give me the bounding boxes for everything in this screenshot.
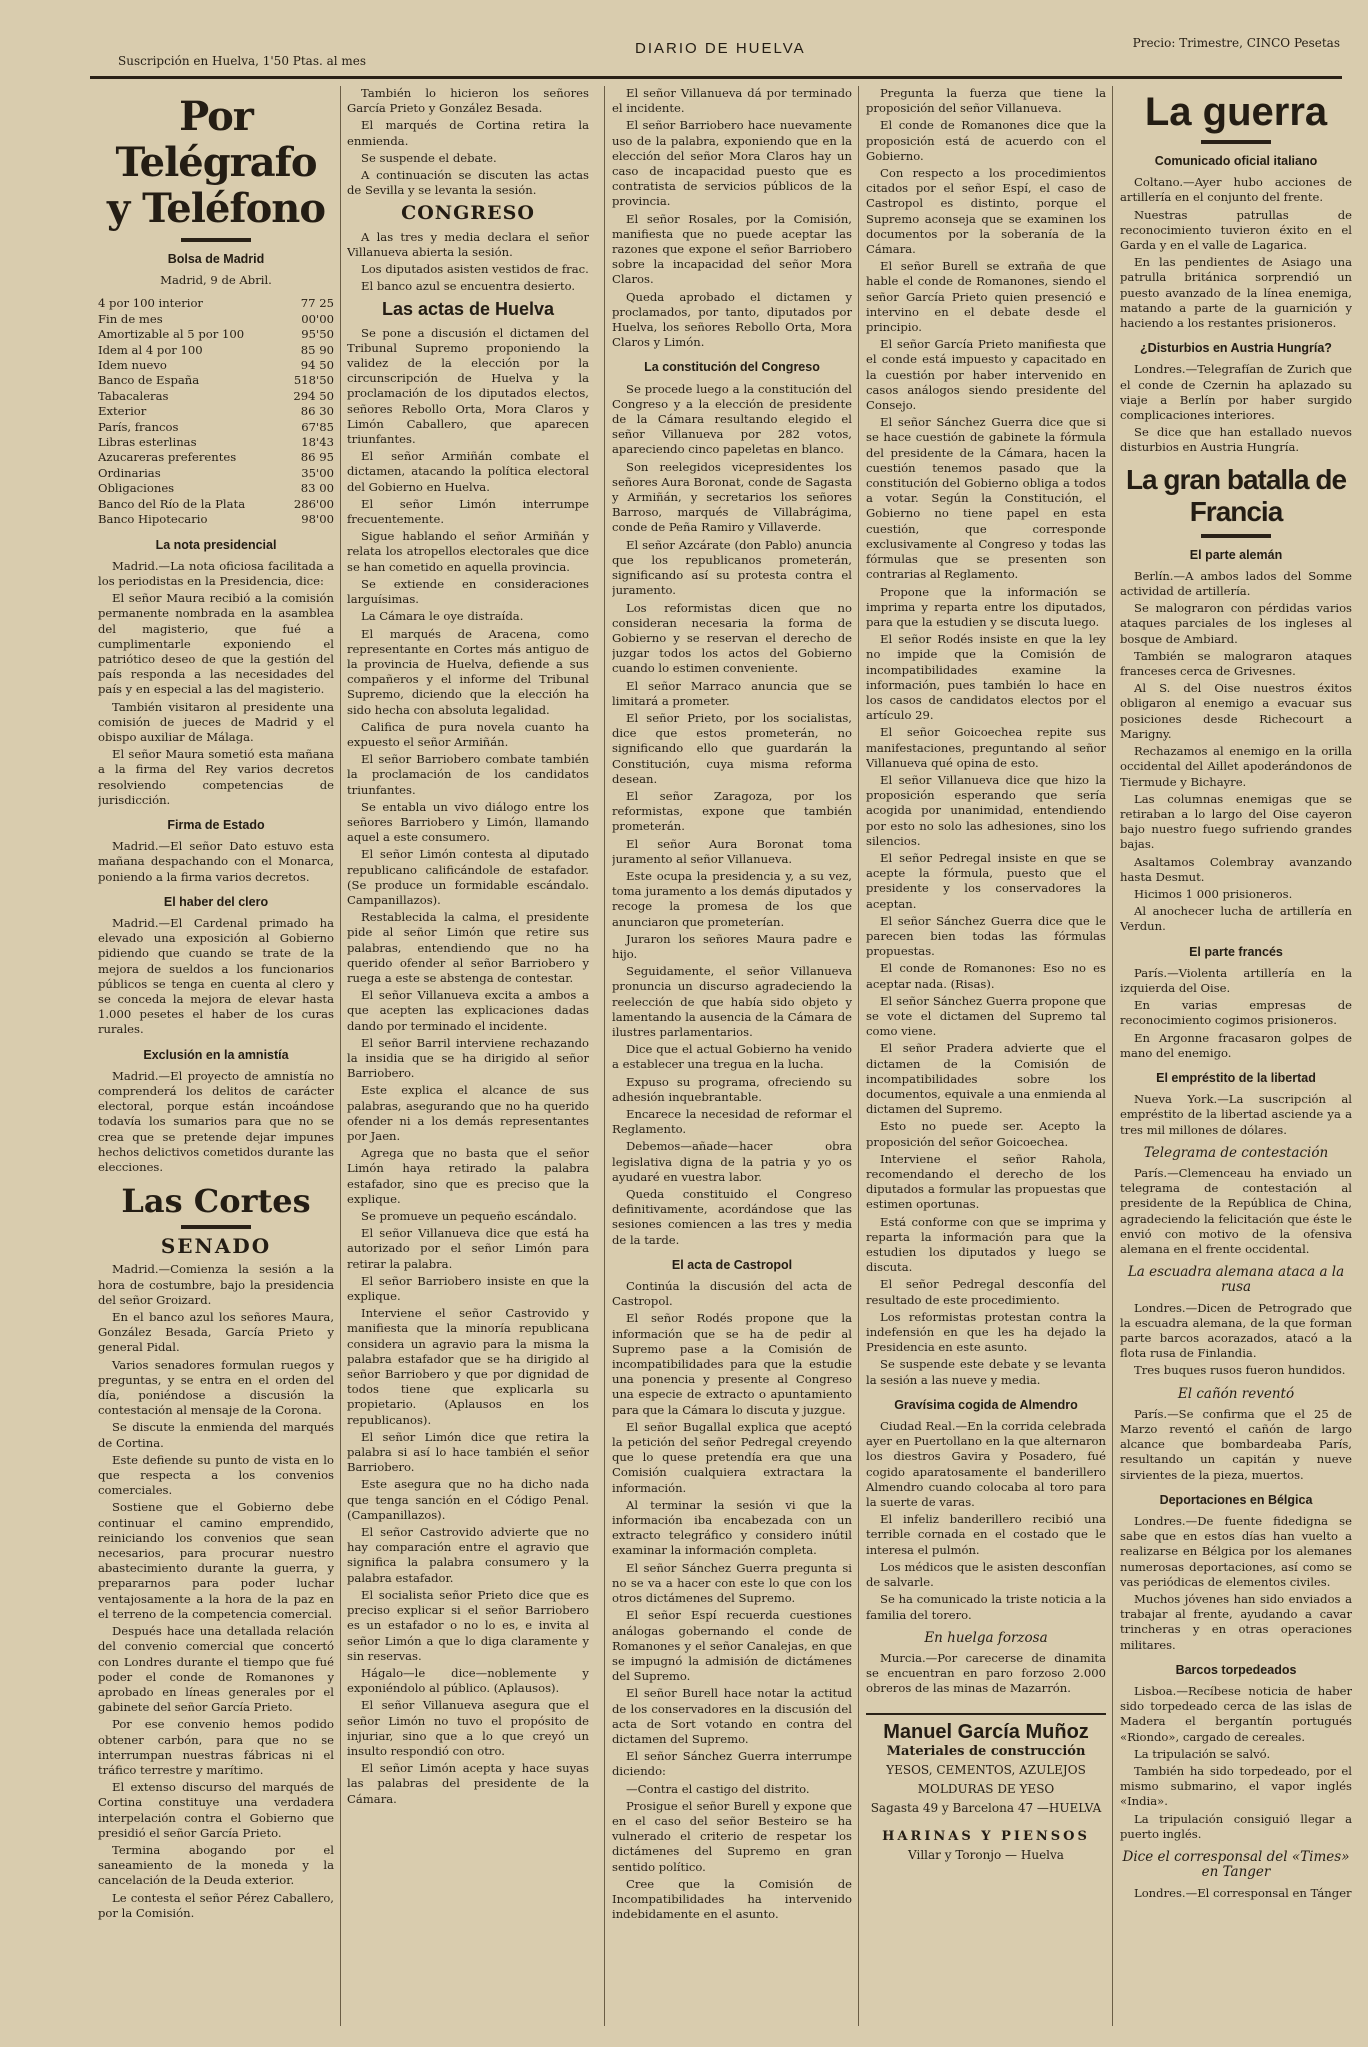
newspaper-name: DIARIO DE HUELVA <box>635 40 806 57</box>
paragraph: Interviene el señor Castrovido y manifiesta que la minoría republicana considera un agravio para la misma la palabra estafador que se ha dirigido al señor Barriobero y que por dignidad de todos tiene que explicarla su propietario. (Aplausos en los republicanos). <box>347 1306 589 1427</box>
paragraph: Londres.—Dicen de Petrogrado que la escuadra alemana, de la que forman parte barcos acorazados, atacó a la flota rusa de Finlandia. <box>1120 1300 1352 1361</box>
quote-row <box>98 497 334 512</box>
paragraph: El señor García Prieto manifiesta que el conde está impuesto y capacitado en la cuestión por haber intervenido en casos análogos siendo presidente del Consejo. <box>866 337 1106 413</box>
paragraph: Se procede luego a la constitución del Congreso y a la elección de presidente de la Cámara resultando elegido el señor Villanueva por 282 votos, apareciendo cinco papeletas en blanco. <box>612 381 852 457</box>
paragraph: El señor Azcárate (don Pablo) anuncia que los republicanos prometerán, significando así su protesta contra el juramento. <box>612 537 852 598</box>
ornament-rule <box>1201 140 1271 144</box>
paragraph: El conde de Romanones dice que la proposición está de acuerdo con el Gobierno. <box>866 118 1106 163</box>
section-heading: El empréstito de la libertad <box>1156 1070 1316 1085</box>
quote-name: Idem nuevo <box>98 358 167 373</box>
paragraph: Sigue hablando el señor Armiñán y relata los atropellos electorales que dice se han cometido en aquella provincia. <box>347 529 589 574</box>
paragraph: Termina abogando por el saneamiento de la moneda y la cancelación de la Deuda exterior. <box>98 1842 334 1888</box>
paragraph: Ciudad Real.—En la corrida celebrada ayer en Puertollano en la que alternaron los diestros Gavira y Posadero, fué cogido aparatosamente el banderillero Almendro cuando colocaba al toro para la suerte de varas. <box>866 1419 1106 1510</box>
dateline: Madrid, 9 de Abril. <box>160 273 272 288</box>
paragraph: Queda aprobado el dictamen y proclamados, por tanto, diputados por Huelva, los señores Rebollo Orta, Mora Claros y Limón. <box>612 289 852 350</box>
paragraph: Los reformistas protestan contra la indefensión en que les ha dejado la Presidencia en este asunto. <box>866 1309 1106 1355</box>
paragraph: La Cámara le oye distraída. <box>361 609 524 624</box>
quote-name: Banco del Río de la Plata <box>98 496 246 511</box>
paragraph: El banco azul se encuentra desierto. <box>361 279 576 294</box>
ad-address: Sagasta 49 y Barcelona 47 —HUELVA <box>870 1801 1102 1816</box>
paragraph: A las tres y media declara el señor Villanueva abierta la sesión. <box>347 229 589 259</box>
section-heading: Barcos torpedeados <box>1175 1662 1297 1677</box>
ad-line: YESOS, CEMENTOS, AZULEJOS <box>886 1762 1086 1777</box>
quote-name: Fin de mes <box>98 311 163 326</box>
paragraph: Los diputados asisten vestidos de frac. <box>361 262 589 277</box>
quote-name: 4 por 100 interior <box>98 296 203 311</box>
paragraph: El marqués de Aracena, como representante en Cortes más antiguo de la provincia de Huelva, defiende a sus compañeros y el informe del Tribunal Supremo, diciendo que la elección ha sido hecha con absoluta legalidad. <box>347 626 589 717</box>
quote-value: 518'50 <box>293 373 334 388</box>
column-rule <box>858 86 859 2026</box>
paragraph: El señor Goicoechea repite sus manifestaciones, preguntando al señor Villanueva qué opina de esto. <box>866 725 1106 770</box>
section-heading: El acta de Castropol <box>671 1257 793 1272</box>
paragraph: El señor Barriobero hace nuevamente uso de la palabra, exponiendo que en la elección del señor Mora Claros hay un caso de incapacidad puesto que es contratista de servicios públicos de la provincia. <box>612 118 852 209</box>
paragraph: El señor Castrovido advierte que no hay comparación entre el agravio que significa la palabra consumero y la palabra estafador. <box>347 1525 589 1585</box>
paragraph: También ha sido torpedeado, por el mismo submarino, el vapor inglés «India». <box>1120 1764 1352 1809</box>
column-2 <box>347 86 589 2026</box>
ad-business-name: Manuel García Muñoz <box>883 1720 1089 1743</box>
paragraph: Continúa la discusión del acta de Castropol. <box>612 1279 852 1309</box>
paragraph: Rechazamos al enemigo en la orilla occidental del Aillet apoderándonos de Tiermude y Bichayre. <box>1120 744 1352 789</box>
section-heading: El parte francés <box>1189 944 1283 959</box>
section-heading: La nota presidencial <box>155 537 277 552</box>
paragraph: El señor Armiñán combate el dictamen, atacando la política electoral del Gobierno en Huelva. <box>347 449 589 494</box>
paragraph: En varias empresas de reconocimiento cogimos prisioneros. <box>1120 998 1352 1028</box>
quote-row <box>98 450 334 465</box>
paragraph: Al S. del Oise nuestros éxitos obligaron al enemigo a evacuar sus posiciones desde Richecourt a Marigny. <box>1120 681 1352 741</box>
quote-value: 294 50 <box>293 388 334 403</box>
quote-row <box>98 358 334 373</box>
paragraph: La tripulación se salvó. <box>1134 1746 1271 1761</box>
paragraph: Murcia.—Por carecerse de dinamita se encuentran en paro forzoso 2.000 obreros de las minas de Mazarrón. <box>866 1650 1106 1696</box>
paragraph: Está conforme con que se imprima y reparta la información para que la estudien los diputados y luego se discuta. <box>866 1214 1106 1275</box>
column-rule <box>340 86 341 2026</box>
quote-value: 98'00 <box>301 512 334 527</box>
paragraph: Este explica el alcance de sus palabras, asegurando que no ha querido ofender ni a los demás representantes por Jaen. <box>347 1083 589 1143</box>
quote-row <box>98 389 334 404</box>
section-heading: ¿Disturbios en Austria Hungría? <box>1140 341 1332 356</box>
paragraph: El señor Sánchez Guerra propone que se vote el dictamen del Supremo tal como viene. <box>866 993 1106 1039</box>
column-1 <box>98 86 334 2026</box>
column-3 <box>612 86 852 2026</box>
paragraph: El señor Pradera advierte que el dictamen de la Comisión de incompatibilidades sobre los documentos, equivale a una enmienda al dictamen del Supremo. <box>866 1041 1106 1117</box>
paragraph: Londres.—De fuente fidedigna se sabe que en estos días han vuelto a realizarse en Bélgica por los alemanes numerosas deportaciones, así como se vas periódicas de elementos civiles. <box>1120 1514 1352 1589</box>
paragraph: Prosigue el señor Burell y expone que en el caso del señor Besteiro se ha vulnerado el criterio de respetar los dictámenes del Supremo en gran sentido político. <box>612 1798 852 1874</box>
paragraph: —Contra el castigo del distrito. <box>626 1781 810 1796</box>
quote-value: 35'00 <box>301 465 334 480</box>
paragraph: El señor Pedregal insiste en que se acepte la fórmula, puesto que el presidente y los conservadores la aceptan. <box>866 850 1106 911</box>
paragraph: También visitaron al presidente una comisión de jueces de Madrid y el obispo auxiliar de Málaga. <box>98 699 334 744</box>
paragraph: Queda constituido el Congreso definitivamente, acordándose que las sesiones comiencen a las tres y media de la tarde. <box>612 1187 852 1247</box>
paragraph: En el banco azul los señores Maura, González Besada, García Prieto y general Pidal. <box>98 1310 334 1355</box>
section-title: La gran batalla de Francia <box>1125 463 1347 527</box>
paragraph: París.—Clemenceau ha enviado un telegrama de contestación al presidente de la República de China, agradeciendo la felicitación que éste le envió con motivo de la ofensiva alemana en el frente occidental. <box>1120 1165 1352 1256</box>
paragraph: El señor Rosales, por la Comisión, manifiesta que no puede aceptar las razones que expone el señor Barriobero sobre la incapacidad del señor Mora Claros. <box>612 211 852 287</box>
paragraph: A continuación se discuten las actas de Sevilla y se levanta la sesión. <box>347 168 589 198</box>
quote-name: Banco Hipotecario <box>98 512 208 527</box>
quote-name: Idem al 4 por 100 <box>98 342 203 357</box>
paragraph: El señor Marraco anuncia que se limitará a prometer. <box>612 678 852 708</box>
paragraph: El señor Sánchez Guerra interrumpe diciendo: <box>612 1749 852 1779</box>
ad-line: Villar y Toronjo — Huelva <box>908 1847 1064 1862</box>
paragraph: En Argonne fracasaron golpes de mano del enemigo. <box>1120 1030 1352 1060</box>
quote-row <box>98 420 334 435</box>
paragraph: El señor Limón contesta al diputado republicano calificándole de estafador. (Se produce un formidable escándalo. Campanillazos). <box>347 847 589 907</box>
paragraph: Expuso su programa, ofreciendo su adhesión inquebrantable. <box>612 1074 852 1104</box>
paragraph: Al terminar la sesión vi que la información iba encabezada con un extracto telegráfico y considero inútil examinar la información completa. <box>612 1497 852 1558</box>
paragraph: Madrid.—El proyecto de amnistía no comprenderá los delitos de carácter electoral, porque están incoándose todavía los sumarios para que no se crea que se pretende dejar impunes hechos delictivos cometidos durante las elecciones. <box>98 1068 334 1175</box>
paragraph: Encarece la necesidad de reformar el Reglamento. <box>612 1107 852 1137</box>
paragraph: El señor Barril interviene rechazando la insidia que se ha dirigido al señor Barriobero. <box>347 1035 589 1081</box>
paragraph: Interviene el señor Rahola, recomendando el derecho de los diputados a formular las propuestas que estimen oportunas. <box>866 1151 1106 1212</box>
quote-row <box>98 312 334 327</box>
paragraph: Juraron los señores Maura padre e hijo. <box>612 931 852 961</box>
paragraph: Londres.—El corresponsal en Tánger <box>1134 1885 1352 1900</box>
paragraph: El señor Espí recuerda cuestiones análogas gobernando el conde de Romanones y el señor Canalejas, en que se impugnó la admisión de dictámenes del Supremo. <box>612 1608 852 1684</box>
paragraph: La tripulación consiguió llegar a puerto inglés. <box>1120 1811 1352 1841</box>
paragraph: París.—Violenta artillería en la izquierda del Oise. <box>1120 965 1352 995</box>
paragraph: Se malograron con pérdidas varios ataques parciales de los ingleses al bosque de Ambiard. <box>1120 601 1352 646</box>
section-heading: El parte alemán <box>1189 547 1283 562</box>
section-heading: El cañón reventó <box>1177 1385 1295 1402</box>
paragraph: Por ese convenio hemos podido obtener carbón, para que no se interrumpan nuestras fábricas ni el tráfico terrestre y marítimo. <box>98 1717 334 1777</box>
paragraph: El señor Maura recibió a la comisión permanente nombrada en la asamblea del magisterio, que fué a cumplimentarle exponiendo el patriótico deseo de que la gestión del país responda a las necesidades del país y en especial a las del magisterio. <box>98 591 334 697</box>
paragraph: Madrid.—El Cardenal primado ha elevado una exposición al Gobierno pidiendo que cuando se trate de la mejora de sueldos a los funcionarios públicos se tenga en cuenta al clero y se conceda la mejora de elevar hasta 1.000 pesetes el haber de los curas rurales. <box>98 915 334 1037</box>
paragraph: El señor Sánchez Guerra dice que le parecen bien todas las fórmulas propuestas. <box>866 913 1106 959</box>
paragraph: El señor Sánchez Guerra dice que si se hace cuestión de gabinete la fórmula del presidente de la Cámara, hacen la cuestión tenemos pasado que la constitución del Gobierno obliga a todos a votar. Según la Constitución, el Gobierno no tiene papel en esta cuestión, que corresponde exclusivamente al Congreso y todas las fórmulas que se presenten son contrarias al Reglamento. <box>866 415 1106 582</box>
ad-line: Materiales de construcción <box>886 1743 1086 1759</box>
section-title: SENADO <box>160 1234 272 1259</box>
paragraph: Coltano.—Ayer hubo acciones de artillería en el conjunto del frente. <box>1120 175 1352 205</box>
quote-row <box>98 296 334 311</box>
quote-row <box>98 435 334 450</box>
column-4 <box>866 86 1106 2026</box>
paragraph: El señor Villanueva dice que hizo la proposición esperando que sería acogida por unanimidad, entendiendo por esto no solo las adhesiones, sino los silencios. <box>866 772 1106 848</box>
paragraph: El señor Zaragoza, por los reformistas, expone que también prometerán. <box>612 788 852 834</box>
paragraph: Tres buques rusos fueron hundidos. <box>1134 1363 1346 1378</box>
column-5 <box>1120 86 1352 2026</box>
paragraph: Dice que el actual Gobierno ha venido a establecer una tregua en la lucha. <box>612 1042 852 1072</box>
paragraph: Son reelegidos vicepresidentes los señores Aura Boronat, conde de Sagasta y Armiñán, y secretarios los señores Barroso, marqués de Villabrágima, conde de Peña Ramiro y Villaverde. <box>612 459 852 535</box>
section-title: La guerra <box>1144 90 1328 134</box>
paragraph: Se entabla un vivo diálogo entre los señores Barriobero y Limón, llamando aquel a este consumero. <box>347 799 589 845</box>
subscription-note: Suscripción en Huelva, 1'50 Ptas. al mes <box>118 54 367 68</box>
paragraph: El señor Villanueva dice que está ha autorizado por el señor Limón para retirar la palabra. <box>347 1226 589 1271</box>
paragraph: Se promueve un pequeño escándalo. <box>361 1209 577 1224</box>
paragraph: El señor Maura sometió esta mañana a la firma del Rey varios decretos resolviendo competencias de jurisdicción. <box>98 747 334 807</box>
section-title: Las Cortes <box>121 1182 311 1221</box>
ornament-rule <box>181 1225 251 1229</box>
section-heading: Comunicado oficial italiano <box>1154 154 1318 168</box>
quote-value: 86 30 <box>300 404 334 419</box>
quote-name: Tabacaleras <box>98 388 169 403</box>
quote-name: Obligaciones <box>98 481 175 496</box>
quote-row <box>98 373 334 388</box>
paragraph: El señor Prieto, por los socialistas, dice que estos prometerán, no significando ello que guardarán la Constitución, cuya misma reforma desean. <box>612 710 852 786</box>
paragraph: El señor Limón interrumpe frecuentemente. <box>347 496 589 527</box>
paragraph: Nuestras patrullas de reconocimiento tuvieron éxito en el Garda y en el valle de Lagarica. <box>1120 207 1352 253</box>
paragraph: Lisboa.—Recíbese noticia de haber sido torpedeado cerca de las islas de Madera el bergantín portugués «Riondo», cargado de cereales. <box>1120 1684 1352 1744</box>
paragraph: Con respecto a los procedimientos citados por el señor Espí, el caso de Castropol es distinto, porque el Supremo aconseja que se examinen los documentos por la soberanía de la Cámara. <box>866 166 1106 257</box>
stock-quotes-table <box>98 296 334 527</box>
section-heading: En huelga forzosa <box>924 1629 1048 1646</box>
paragraph: El señor Aura Boronat toma juramento al señor Villanueva. <box>612 836 852 866</box>
section-heading: La constitución del Congreso <box>644 360 820 375</box>
paragraph: Califica de pura novela cuanto ha expuesto el señor Armiñán. <box>347 719 589 749</box>
paragraph: Sostiene que el Gobierno debe continuar el camino emprendido, reiniciando los convenios que sean necesarios, para procurar nuestro abastecimiento durante la guerra, y prepararnos para poder luchar ventajosamente a la hora de la paz en el terreno de la competencia comercial. <box>98 1500 334 1621</box>
section-heading: Gravísima cogida de Almendro <box>894 1397 1078 1412</box>
paragraph: En las pendientes de Asiago una patrulla británica sorprendió un puesto avanzado de la línea enemiga, matando a parte de la guarnición y haciendo a los restantes prisioneros. <box>1120 255 1352 331</box>
paragraph: Agrega que no basta que el señor Limón haya retirado la palabra estafador, sino que es preciso que la explique. <box>347 1146 589 1206</box>
advertisement <box>866 1713 1106 1863</box>
paragraph: El señor Villanueva excita a ambos a que acepten las explicaciones dadas dando por terminado el incidente. <box>347 988 589 1033</box>
paragraph: Restablecida la calma, el presidente pide al señor Limón que retire sus palabras, entendiendo que no ha querido ofender al señor Barriobero y ruega a este se abstenga de contestar. <box>347 910 589 985</box>
page-header <box>90 30 1342 78</box>
section-heading: Deportaciones en Bélgica <box>1159 1492 1313 1507</box>
quote-row <box>98 512 334 527</box>
paragraph: También se malograron ataques franceses cerca de Grivesnes. <box>1120 648 1352 679</box>
paragraph: El socialista señor Prieto dice que es preciso explicar si el señor Barriobero es un estafador o no lo es, e invita al señor Limón a que lo diga claramente y sin reservas. <box>347 1587 589 1663</box>
paragraph: El señor Rodés insiste en que la ley no impide que la Comisión de incompatibilidades examine la información, pues también lo hace en los casos de candidatos electos por el artículo 29. <box>866 632 1106 723</box>
header-rule <box>90 76 1342 79</box>
quote-name: Banco de España <box>98 373 200 388</box>
quote-value: 94 50 <box>300 358 334 373</box>
paragraph: El señor Rodés propone que la información que se ha de pedir al Supremo pase a la Comisión de incompatibilidades para que la estudie una ponencia y presente al Congreso una especie de extracto o apuntamiento para que la Cámara lo discuta y juzgue. <box>612 1311 852 1417</box>
paragraph: El señor Sánchez Guerra pregunta si no se va a hacer con este lo que con los otros dictámenes del Supremo. <box>612 1560 852 1606</box>
paragraph: Se ha comunicado la triste noticia a la familia del torero. <box>866 1592 1106 1622</box>
quote-name: Azucareras preferentes <box>98 450 237 465</box>
paragraph: El señor Barriobero insiste en que la explique. <box>347 1273 589 1304</box>
paragraph: Berlín.—A ambos lados del Somme actividad de artillería. <box>1120 568 1352 599</box>
paragraph: El señor Barriobero combate también la proclamación de los candidatos triunfantes. <box>347 752 589 797</box>
paragraph: Londres.—Telegrafían de Zurich que el conde de Czernin ha aplazado su viaje a Berlín por haber surgido complicaciones interiores. <box>1120 362 1352 423</box>
paragraph: Este defiende su punto de vista en lo que respecta a los convenios comerciales. <box>98 1452 334 1498</box>
quote-value: 83 00 <box>300 481 334 496</box>
paragraph: Cree que la Comisión de Incompatibilidades ha intervenido indebidamente en el asunto. <box>612 1876 852 1922</box>
quote-row <box>98 343 334 358</box>
quote-name: París, francos <box>98 419 179 434</box>
section-title: Las actas de Huelva <box>381 299 555 320</box>
section-heading: Bolsa de Madrid <box>167 252 265 266</box>
quote-value: 286'00 <box>293 496 334 511</box>
paragraph: Se suspende este debate y se levanta la sesión a las nueve y media. <box>866 1357 1106 1387</box>
quote-row <box>98 404 334 419</box>
paragraph: Los reformistas dicen que no consideran necesaria la forma de Gobierno y se reservan el derecho de juzgar todos los actos del Gobierno cuando lo estimen conveniente. <box>612 600 852 676</box>
section-title: CONGRESO <box>401 202 535 225</box>
paragraph: El señor Bugallal explica que aceptó la petición del señor Pedregal creyendo que lo quese pretendía era que una Comisión cualquiera extractara la información. <box>612 1419 852 1495</box>
column-rule <box>604 86 605 2026</box>
quote-value: 85 90 <box>300 342 334 357</box>
paragraph: Las columnas enemigas que se retiraban a lo largo del Oise cayeron bajo nuestro fuego sufriendo grandes bajas. <box>1120 791 1352 852</box>
quote-value: 18'43 <box>301 435 334 450</box>
section-heading: Telegrama de contestación <box>1143 1144 1329 1161</box>
paragraph: Debemos—añade—hacer obra legislativa digna de la patria y yo os ayudaré en vuestra labor. <box>612 1139 852 1184</box>
quote-name: Libras esterlinas <box>98 435 197 450</box>
paragraph: El señor Pedregal desconfía del resultado de este procedimiento. <box>866 1277 1106 1307</box>
paragraph: Le contesta el señor Pérez Caballero, por la Comisión. <box>98 1890 334 1920</box>
quote-value: 77 25 <box>300 296 334 311</box>
paragraph: Los médicos que le asisten desconfían de salvarle. <box>866 1559 1106 1590</box>
paragraph: Madrid.—El señor Dato estuvo esta mañana despachando con el Monarca, poniendo a la firma varios decretos. <box>98 839 334 884</box>
ad-line: MOLDURAS DE YESO <box>917 1782 1055 1797</box>
quote-row <box>98 327 334 342</box>
paragraph: Hágalo—le dice—noblemente y exponiéndolo al público. (Aplausos). <box>347 1665 589 1696</box>
paragraph: Pregunta la fuerza que tiene la proposición del señor Villanueva. <box>866 86 1106 116</box>
paragraph: El extenso discurso del marqués de Cortina constituye una verdadera interpelación contra el Gobierno que presidió el señor García Prieto. <box>98 1780 334 1840</box>
quote-name: Ordinarias <box>98 465 161 480</box>
paragraph: Hicimos 1 000 prisioneros. <box>1134 886 1293 901</box>
paragraph: París.—Se confirma que el 25 de Marzo reventó el cañón de largo alcance que bombardeaba París, resultando un capitán y nueve sirvientes de la pieza, muertos. <box>1120 1406 1352 1482</box>
section-heading: El haber del clero <box>163 894 269 909</box>
section-heading: Exclusión en la amnistía <box>143 1047 289 1062</box>
paragraph: El infeliz banderillero recibió una terrible cornada en el costado que le interesa el pulmón. <box>866 1512 1106 1557</box>
paragraph: Se dice que han estallado nuevos disturbios en Austria Hungría. <box>1120 425 1352 455</box>
paragraph: El señor Burell se extraña de que hable el conde de Romanones, siendo el señor García Prieto quien presenció e intervino en el debate desde el principio. <box>866 259 1106 335</box>
paragraph: Esto no puede ser. Acepto la proposición del señor Goicoechea. <box>866 1119 1106 1149</box>
quote-value: 95'50 <box>301 327 334 342</box>
section-heading: Firma de Estado <box>167 817 265 832</box>
quote-name: Amortizable al 5 por 100 <box>98 327 245 342</box>
ad-line: HARINAS Y PIENSOS <box>882 1828 1090 1844</box>
section-heading: La escuadra alemana ataca a la rusa <box>1127 1264 1345 1296</box>
paragraph: Se extiende en consideraciones larguísimas. <box>347 576 589 607</box>
paragraph: Después hace una detallada relación del convenio comercial que concertó con Londres durante el tiempo que fué poder el conde de Romanones y aprobado en líneas generales por el gabinete del señor García Prieto. <box>98 1624 334 1715</box>
quote-row <box>98 466 334 481</box>
section-heading: Dice el corresponsal del «Times» en Tanger <box>1122 1849 1350 1881</box>
paragraph: Asaltamos Colembray avanzando hasta Desmut. <box>1120 854 1352 884</box>
paragraph: El conde de Romanones: Eso no es aceptar nada. (Risas). <box>866 961 1106 991</box>
paragraph: Propone que la información se imprima y reparta entre los diputados, para que la estudien y se discuta luego. <box>866 584 1106 629</box>
ornament-rule <box>1201 534 1271 538</box>
price-note: Precio: Trimestre, CINCO Pesetas <box>1132 36 1340 50</box>
paragraph: Madrid.—Comienza la sesión a la hora de costumbre, bajo la presidencia del señor Groizard. <box>98 1262 334 1307</box>
paragraph: Madrid.—La nota oficiosa facilitada a los periodistas en la Presidencia, dice: <box>98 558 334 588</box>
paragraph: También lo hicieron los señores García Prieto y González Besada. <box>347 86 589 116</box>
paragraph: Varios senadores formulan ruegos y preguntas, y se entra en el orden del día, poniéndose a discusión la contestación al mensaje de la Corona. <box>98 1357 334 1418</box>
paragraph: El marqués de Cortina retira la enmienda. <box>347 118 589 148</box>
paragraph: El señor Villanueva asegura que el señor Limón no tuvo el propósito de injuriar, sino que a lo que creyó un insulto respondió con otro. <box>347 1698 589 1758</box>
paragraph: Se discute la enmienda del marqués de Cortina. <box>98 1420 334 1450</box>
paragraph: Se suspende el debate. <box>361 150 497 165</box>
quote-name: Exterior <box>98 404 147 419</box>
paragraph: El señor Limón acepta y hace suyas las palabras del presidente de la Cámara. <box>347 1761 589 1806</box>
paragraph: Nueva York.—La suscripción al empréstito de la libertad asciende ya a tres mil millones de dólares. <box>1120 1092 1352 1137</box>
quote-value: 67'85 <box>301 419 334 434</box>
quote-value: 00'00 <box>301 311 334 326</box>
ornament-rule <box>181 238 251 242</box>
paragraph: Este asegura que no ha dicho nada que tenga sanción en el Código Penal. (Campanillazos). <box>347 1477 589 1522</box>
paragraph: El señor Burell hace notar la actitud de los conservadores en la discusión del acta de Sort votando en contra del dictamen del Supremo. <box>612 1686 852 1746</box>
paragraph: El señor Limón dice que retira la palabra si así lo hace también el señor Barriobero. <box>347 1429 589 1475</box>
quote-value: 86 95 <box>300 450 334 465</box>
paragraph: Al anochecer lucha de artillería en Verdun. <box>1120 904 1352 934</box>
column-rule <box>1112 86 1113 2026</box>
quote-row <box>98 481 334 496</box>
paragraph: Muchos jóvenes han sido enviados a trabajar al frente, ayudando a cavar trincheras y en otras operaciones militares. <box>1120 1592 1352 1652</box>
section-title: Por Telégrafo y Teléfono <box>106 93 326 232</box>
paragraph: Seguidamente, el señor Villanueva pronuncia un discurso agradeciendo la reelección de que había sido objeto y lamentando la ausencia de la Cámara de ilustres parlamentarios. <box>612 964 852 1039</box>
paragraph: El señor Villanueva dá por terminado el incidente. <box>612 86 852 116</box>
paragraph: Se pone a discusión el dictamen del Tribunal Supremo proponiendo la validez de la elección por la circunscripción de Huelva y la proclamación de los diputados electos, señores Rebollo Orta, Mora Claros y Limón Caballero, que aparecen triunfantes. <box>347 325 589 447</box>
paragraph: Este ocupa la presidencia y, a su vez, toma juramento a los demás diputados y recoge la promesa de los que anunciaron que prometerían. <box>612 868 852 929</box>
